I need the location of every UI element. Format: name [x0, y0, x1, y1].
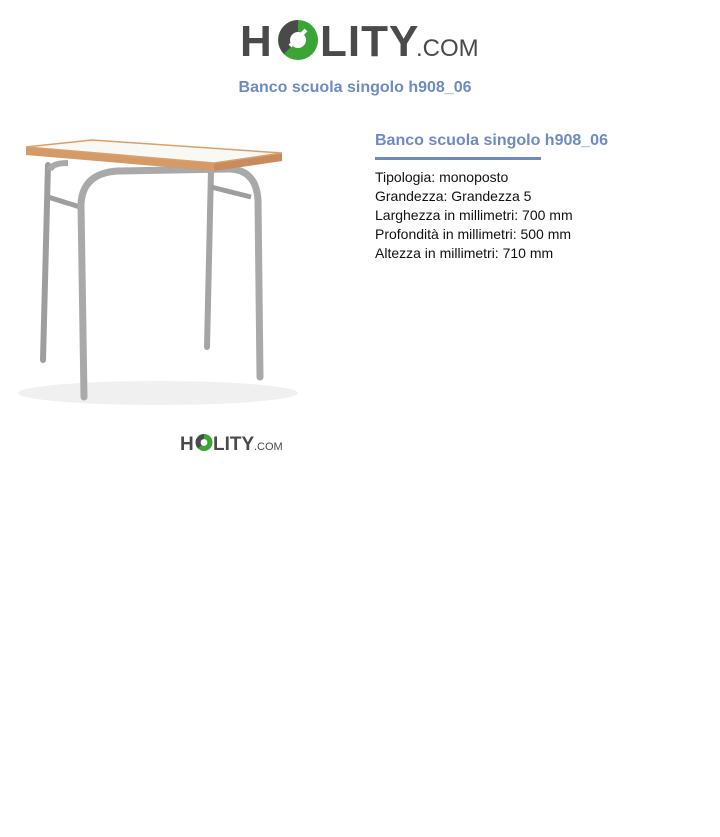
svg-text:LITY: LITY — [213, 434, 255, 455]
svg-text:H: H — [180, 434, 194, 455]
product-image — [8, 125, 308, 410]
product-title: Banco scuola singolo h908_06 — [375, 132, 608, 149]
spec-list — [375, 168, 705, 263]
spec-profondita: Profondità in millimetri: 500 mm — [375, 226, 572, 242]
spec-tipologia: Tipologia: monoposto — [375, 169, 509, 185]
logo-letter-h: H — [240, 17, 272, 66]
svg-text:.COM: .COM — [254, 441, 283, 453]
page-title: Banco scuola singolo h908_06 — [238, 79, 472, 96]
spec-altezza: Altezza in millimetri: 710 mm — [375, 245, 554, 261]
logo-suffix: .COM — [416, 35, 479, 62]
logo-o-icon — [278, 20, 318, 60]
logo-word: LITY — [320, 17, 420, 66]
holity-logo[interactable] — [240, 12, 482, 66]
product-detail — [375, 131, 705, 263]
title-underline — [375, 157, 541, 160]
spec-larghezza: Larghezza in millimetri: 700 mm — [375, 207, 573, 223]
logo-o-icon — [196, 434, 213, 451]
spec-grandezza: Grandezza: Grandezza 5 — [375, 188, 532, 204]
holity-logo-small — [180, 430, 283, 455]
